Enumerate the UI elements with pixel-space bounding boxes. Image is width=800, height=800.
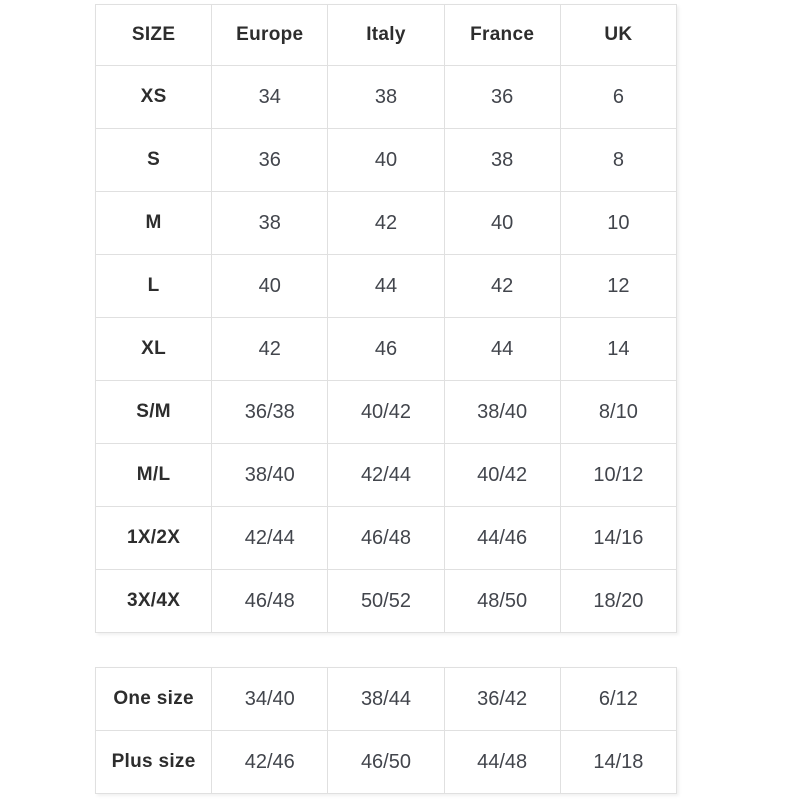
size-value: 40: [444, 192, 560, 255]
size-label: 1X/2X: [96, 507, 212, 570]
size-value: 46/48: [212, 570, 328, 633]
size-value: 36: [444, 66, 560, 129]
size-value: 36: [212, 129, 328, 192]
size-value: 44/48: [444, 731, 560, 794]
column-header-uk: UK: [560, 5, 676, 66]
size-value: 40/42: [444, 444, 560, 507]
table-row: [96, 444, 677, 507]
size-value: 38: [328, 66, 444, 129]
size-label: L: [96, 255, 212, 318]
size-value: 14/18: [560, 731, 676, 794]
size-value: 34: [212, 66, 328, 129]
size-value: 40: [328, 129, 444, 192]
size-value: 36/38: [212, 381, 328, 444]
size-value: 12: [560, 255, 676, 318]
size-conversion-table: [95, 4, 677, 633]
size-value: 48/50: [444, 570, 560, 633]
size-value: 38: [444, 129, 560, 192]
size-value: 46/48: [328, 507, 444, 570]
size-value: 8/10: [560, 381, 676, 444]
size-value: 14/16: [560, 507, 676, 570]
size-value: 42/44: [212, 507, 328, 570]
size-value: 46: [328, 318, 444, 381]
size-value: 38/40: [444, 381, 560, 444]
table-row: [96, 192, 677, 255]
size-value: 10/12: [560, 444, 676, 507]
table-row: [96, 381, 677, 444]
table-row: [96, 570, 677, 633]
size-label: Plus size: [96, 731, 212, 794]
size-table-header: [96, 5, 677, 66]
size-value: 6/12: [560, 668, 676, 731]
column-header-france: France: [444, 5, 560, 66]
size-value: 10: [560, 192, 676, 255]
size-value: 42: [212, 318, 328, 381]
size-value: 40/42: [328, 381, 444, 444]
table-row: [96, 255, 677, 318]
size-value: 8: [560, 129, 676, 192]
size-value: 38: [212, 192, 328, 255]
size-value: 42: [444, 255, 560, 318]
size-table-body: [96, 66, 677, 633]
size-value: 38/40: [212, 444, 328, 507]
size-value: 44: [328, 255, 444, 318]
size-value: 42/46: [212, 731, 328, 794]
size-value: 6: [560, 66, 676, 129]
column-header-italy: Italy: [328, 5, 444, 66]
size-value: 18/20: [560, 570, 676, 633]
size-value: 50/52: [328, 570, 444, 633]
size-label: XS: [96, 66, 212, 129]
size-label: XL: [96, 318, 212, 381]
size-label: M/L: [96, 444, 212, 507]
size-value: 42/44: [328, 444, 444, 507]
size-label: 3X/4X: [96, 570, 212, 633]
size-value: 44: [444, 318, 560, 381]
size-value: 38/44: [328, 668, 444, 731]
size-label: S/M: [96, 381, 212, 444]
special-size-table-body: [96, 668, 677, 794]
header-row: [96, 5, 677, 66]
size-value: 14: [560, 318, 676, 381]
size-label: M: [96, 192, 212, 255]
size-value: 34/40: [212, 668, 328, 731]
table-row: [96, 507, 677, 570]
special-size-table: [95, 667, 677, 794]
table-row: [96, 318, 677, 381]
size-label: One size: [96, 668, 212, 731]
size-value: 36/42: [444, 668, 560, 731]
table-row: [96, 668, 677, 731]
size-value: 46/50: [328, 731, 444, 794]
size-value: 44/46: [444, 507, 560, 570]
size-value: 42: [328, 192, 444, 255]
table-row: [96, 129, 677, 192]
size-value: 40: [212, 255, 328, 318]
column-header-size: SIZE: [96, 5, 212, 66]
table-row: [96, 731, 677, 794]
table-row: [96, 66, 677, 129]
size-label: S: [96, 129, 212, 192]
column-header-europe: Europe: [212, 5, 328, 66]
